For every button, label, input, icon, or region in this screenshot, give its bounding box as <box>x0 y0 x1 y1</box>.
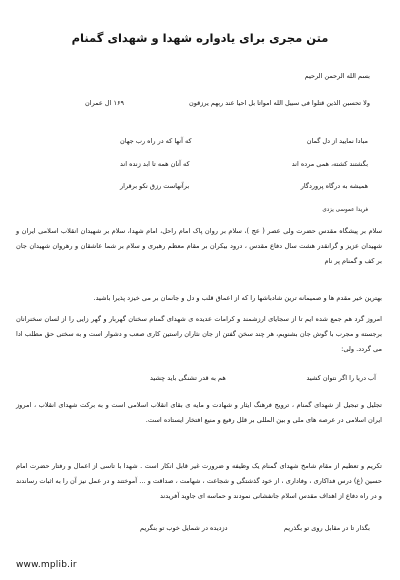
quran-verse: ولا تحسبن الذین قتلوا فی سبیل الله امواتا بل احیا عند ربهم یرزقون <box>189 99 370 107</box>
poem-line-2-left: که آنان همه تا ابد زنده اند <box>120 160 190 168</box>
footer-url: www.mplib.ir <box>16 560 77 570</box>
couplet2-right: بگذار تا در مقابل روی تو بگذریم <box>283 524 370 532</box>
paragraph-greetings: سلام بر پیشگاه مقدس حضرت ولی عصر ( عج )، سلام بر روان پاک امام راحل، امام شهدا، سلام بر شهیدان انقلاب اسلامی ایران و شهیدان عزیز و گرانقدر هشت سال دفاع مقدس ، درود بیکران بر مقام معظم رهبری و سلام بر شما عاشقان و رهروان شهیدان جان بر کف و گمنام پر نام <box>16 227 382 266</box>
paragraph-welcome: بهترین خیر مقدم ها و صمیمانه ترین شادباشها را که از اعماق قلب و دل و جانمان بر می خیزد پذیرا باشید. <box>93 294 382 302</box>
bismillah: بسم الله الرحمن الرحیم <box>304 72 370 80</box>
page-title: متن مجری برای یادواره شهدا و شهدای گمنام <box>71 31 329 45</box>
poem-line-3-left: برآنهاست رزق نکو برقرار <box>120 182 190 190</box>
paragraph-martyrs: تکریم و تعظیم از مقام شامخ شهدای گمنام یک وظیفه و ضرورت غیر قابل انکار است . شهدا با تاسی از اعمال و رفتار حضرت امام حسین (ع) درس فداکاری ، وفاداری ، از خود گذشتگی و شجاعت ، شهامت ، صداقت و ... آموختند و در عمل نیز آن را به اثبات رساندند و در راه دفاع از اهداف مقدس اسلام جانفشانی نمودند و حماسه ای جاوید آفریدند <box>16 462 382 501</box>
verse-reference: ١۶٩ ال عمران <box>85 99 124 107</box>
couplet-left: هم به قدر تشنگی باید چشید <box>150 374 226 382</box>
couplet-right: آب دریا را اگر نتوان کشید <box>306 374 376 382</box>
couplet2-left: دزدیده در شمایل خوب تو بنگریم <box>140 524 228 532</box>
poem-line-1-right: مبادا نمایید از دل گمان <box>306 137 368 145</box>
poet-credit: فریدا عموسی یزدی <box>322 207 368 213</box>
poem-line-3-right: همیشه به درگاه پروردگار <box>300 182 368 190</box>
paragraph-honoring: تجلیل و تبجیل از شهدای گمنام ، ترویج فرهنگ ایثار و شهادت و مایه ی بقای انقلاب اسلامی است و به برکت شهدای انقلاب ، امروز ایران اسلامی در عرصه های ملی و بین المللی بر قلل رفیع و منیع افتخار ایستاده است. <box>16 401 382 425</box>
paragraph-gathering: امروز گرد هم جمع شده ایم تا از سجایای ارزشمند و کرامات عدیده ی شهدای گمنام سخنان گهربار و گهر زایی را از لسان سخنرانان برجسته و مجرب با گوش جان بشنویم، هر چند سخن گفتن از جان نثاران راستین کاری صعب و دشوار است و به سختی حق مطلب ادا می گردد. ولی: <box>16 315 382 354</box>
poem-line-1-left: که آنها که در راه رب جهان <box>120 137 192 145</box>
poem-line-2-right: بگشتند کشته، همی مرده اند <box>291 160 368 168</box>
